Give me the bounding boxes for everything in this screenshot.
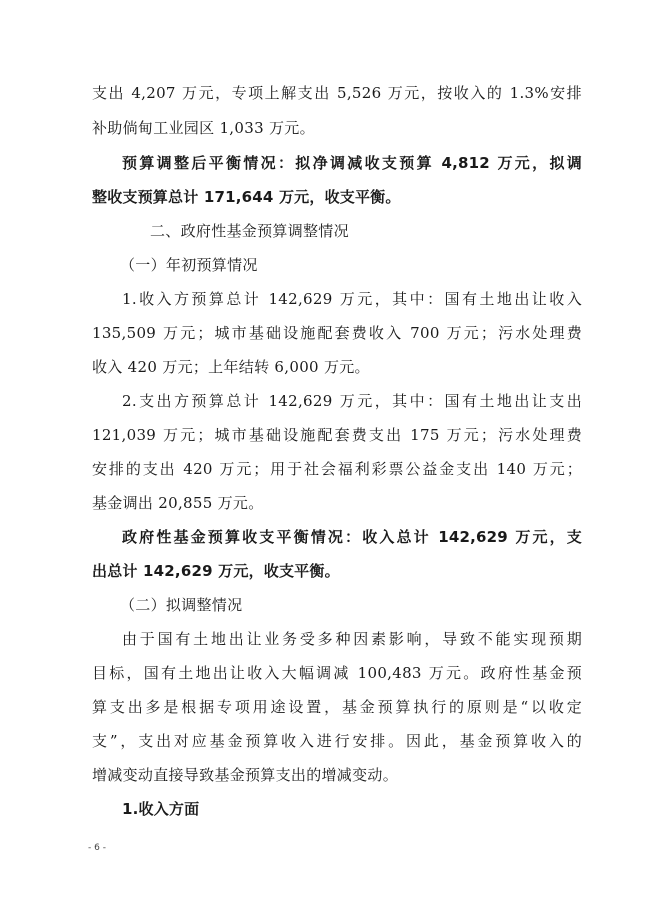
section-heading: 二、政府性基金预算调整情况 — [150, 222, 349, 240]
subsection-heading: （二）拟调整情况 — [120, 596, 243, 614]
paragraph-line: 121,039 万元；城市基础设施配套费支出 175 万元；污水处理费 — [92, 426, 582, 444]
paragraph-line: 支出 4,207 万元，专项上解支出 5,526 万元，按收入的 1.3%安排 — [92, 84, 582, 102]
paragraph-line: 由于国有土地出让业务受多种因素影响，导致不能实现预期 — [122, 630, 582, 648]
paragraph-line: 补助倘甸工业园区 1,033 万元。 — [92, 119, 315, 137]
paragraph-line: 支”，支出对应基金预算收入进行安排。因此，基金预算收入的 — [92, 732, 582, 750]
paragraph-line: 增减变动直接导致基金预算支出的增减变动。 — [92, 766, 399, 784]
item-heading: 1.收入方面 — [122, 800, 200, 818]
paragraph-line: 算支出多是根据专项用途设置，基金预算执行的原则是“以收定 — [92, 698, 582, 716]
paragraph-line: 基金调出 20,855 万元。 — [92, 494, 264, 512]
bold-summary-line: 政府性基金预算收支平衡情况：收入总计 142,629 万元，支 — [122, 528, 582, 546]
paragraph-line: 目标，国有土地出让收入大幅调减 100,483 万元。政府性基金预 — [92, 664, 582, 682]
paragraph-line: 安排的支出 420 万元；用于社会福利彩票公益金支出 140 万元； — [92, 460, 582, 478]
bold-summary-line: 出总计 142,629 万元，收支平衡。 — [92, 562, 340, 580]
paragraph-line: 1.收入方预算总计 142,629 万元，其中：国有土地出让收入 — [122, 290, 582, 308]
bold-summary-line: 整收支预算总计 171,644 万元，收支平衡。 — [92, 188, 401, 206]
paragraph-line: 收入 420 万元；上年结转 6,000 万元。 — [92, 358, 370, 376]
page-number: - 6 - — [88, 843, 106, 853]
bold-summary-line: 预算调整后平衡情况：拟净调减收支预算 4,812 万元，拟调 — [122, 154, 582, 172]
subsection-heading: （一）年初预算情况 — [120, 256, 258, 274]
paragraph-line: 2.支出方预算总计 142,629 万元，其中：国有土地出让支出 — [122, 392, 582, 410]
paragraph-line: 135,509 万元；城市基础设施配套费收入 700 万元；污水处理费 — [92, 324, 582, 342]
